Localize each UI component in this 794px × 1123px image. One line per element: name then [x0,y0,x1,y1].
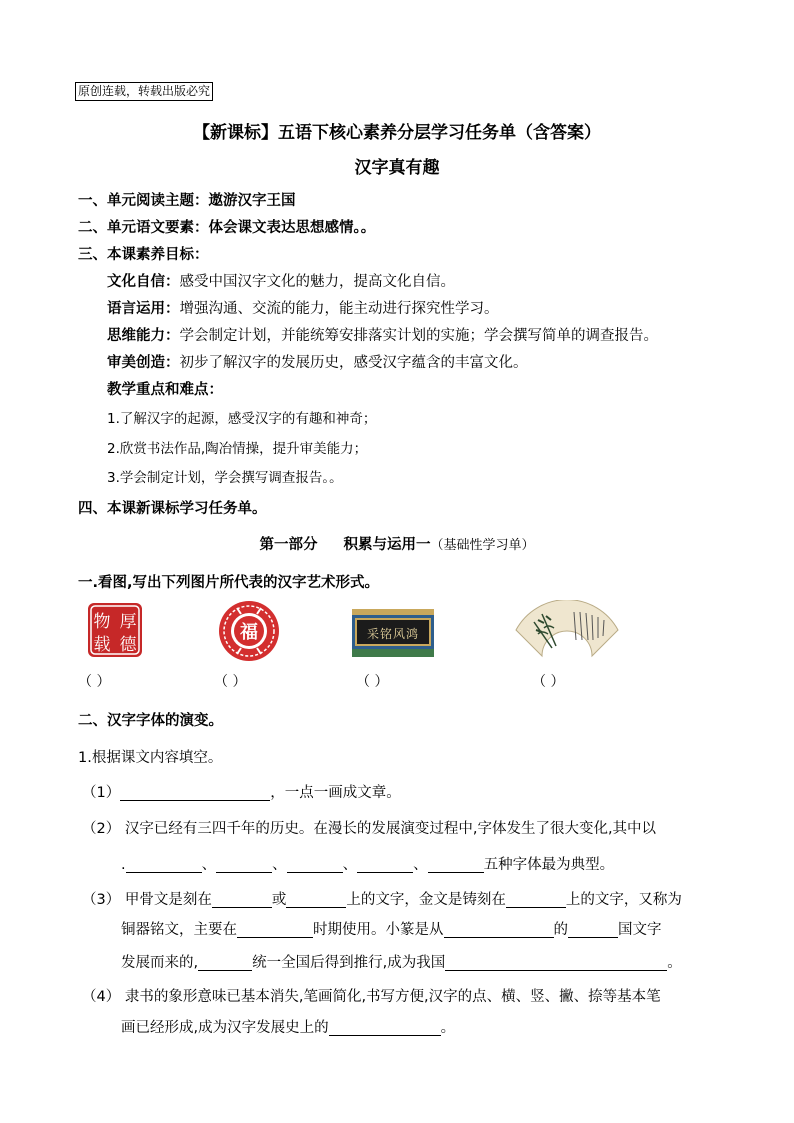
answer-blank[interactable] [506,891,566,908]
goal-aesthetic [107,351,528,372]
goal-culture [107,270,455,291]
item-text: 或 [271,892,287,908]
item-text: 。 [667,955,682,971]
lesson-title: 汉字真有趣 [354,158,440,178]
answer-blank[interactable] [212,891,272,908]
goal-label: 语言运用： [107,301,180,317]
calligraphy-fan-image [512,600,622,660]
item-number: （1） [82,785,121,801]
answer-paren-3[interactable]: （ ） [356,674,389,690]
section-2-value: 体会课文表达思想感情。。 [208,220,376,236]
fill-item-3-line-1 [82,888,682,909]
item-text: 画已经形成,成为汉字发展史上的 [121,1020,329,1036]
item-text: 时期使用。小篆是从 [313,922,444,938]
answer-blank[interactable] [216,856,272,873]
answer-blank[interactable] [120,784,270,801]
document-title: 【新课标】五语下核心素养分层学习任务单（含答案） [193,123,601,143]
item-text: 发展而来的, [121,955,199,971]
fill-item-4-line-2 [121,1016,455,1037]
answer-blank[interactable] [286,891,346,908]
answer-paren-2[interactable]: （ ） [214,674,247,690]
item-text: 上的文字，又称为 [565,892,682,908]
fill-item-2-line-2 [121,853,614,874]
goal-label: 文化自信： [107,274,180,290]
answer-paren-1[interactable]: （ ） [78,674,111,690]
part-note: （基础性学习单） [430,538,535,553]
answer-blank[interactable] [568,921,618,938]
item-text: . [121,857,126,873]
item-text: 五种字体最为典型。 [483,857,615,873]
key-point-2: 2.欣赏书法作品,陶冶情操，提升审美能力； [107,441,368,457]
section-4: 四、本课新课标学习任务单。 [78,501,267,517]
section-2-label: 二、单元语文要素： [78,220,209,236]
paper-cut-char: 福 [240,622,258,643]
seal-char: 物 [93,612,111,632]
item-text: 铜器铭文，主要在 [121,922,237,938]
paper-cut-image [217,600,281,662]
item-text: 统一全国后得到推行,成为我国 [252,955,446,971]
answer-blank[interactable] [428,856,484,873]
item-text: 上的文字，金文是铸刻在 [346,892,506,908]
seal-stamp-image [87,602,143,658]
answer-blank[interactable] [329,1019,441,1036]
part-heading [0,533,794,554]
seal-char: 载 [93,635,111,655]
answer-blank[interactable] [237,921,313,938]
item-text: 国文字 [618,922,662,938]
fill-item-4-line-1: （4） 隶书的象形意味已基本消失,笔画简化,书写方便,汉字的点、横、竖、撇、捺等基本笔 [82,989,661,1005]
key-point-1: 1.了解汉字的起源，感受汉字的有趣和神奇； [107,411,377,427]
item-text: 的 [553,922,568,938]
separator: 、 [272,857,287,873]
fill-item-1 [82,781,401,802]
goal-text: 初步了解汉字的发展历史，感受汉字蕴含的丰富文化。 [179,355,528,371]
goal-text: 学会制定计划，并能统筹安排落实计划的实施；学会撰写简单的调查报告。 [179,328,658,344]
goal-thinking [107,324,658,345]
question-2-title: 二、汉字字体的演变。 [78,713,223,729]
part-label: 第一部分 [259,537,318,553]
item-text: （3） 甲骨文是刻在 [82,892,212,908]
answer-blank[interactable] [445,954,667,971]
part-name: 积累与运用一 [343,537,431,553]
plaque-text: 采铭风鸿 [366,627,420,641]
answer-blank[interactable] [357,856,413,873]
section-2 [78,216,375,237]
item-text: ，一点一画成文章。 [270,785,401,801]
answer-blank[interactable] [198,954,252,971]
goal-label: 审美创造： [107,355,180,371]
separator: 、 [413,857,428,873]
fill-item-3-line-3 [121,951,682,972]
answer-blank[interactable] [126,856,202,873]
answer-blank[interactable] [444,921,554,938]
copyright-notice: 原创连载，转载出版必究 [75,82,213,101]
answer-paren-4[interactable]: （ ） [532,674,565,690]
goal-text: 增强沟通、交流的能力，能主动进行探究性学习。 [179,301,499,317]
fill-item-2-line-1: （2） 汉字已经有三四千年的历史。在漫长的发展演变过程中,字体发生了很大变化,其中以 [82,821,657,837]
separator: 、 [201,857,217,873]
seal-char: 德 [119,635,137,655]
question-2-sub: 1.根据课文内容填空。 [78,750,223,766]
item-text: 。 [440,1020,456,1036]
answer-blank[interactable] [287,856,343,873]
section-1-value: 遨游汉字王国 [208,193,296,209]
goal-label: 思维能力： [107,328,180,344]
separator: 、 [342,857,358,873]
fill-item-3-line-2 [121,918,662,939]
goal-language [107,297,499,318]
goal-text: 感受中国汉字文化的魅力，提高文化自信。 [179,274,455,290]
plaque-image [352,609,434,657]
key-point-3: 3.学会制定计划，学会撰写调查报告。。 [107,470,343,486]
section-1 [78,189,296,210]
key-points-title: 教学重点和难点： [107,382,223,398]
section-1-label: 一、单元阅读主题： [78,193,209,209]
question-1-title: 一.看图,写出下列图片所代表的汉字艺术形式。 [78,575,380,591]
seal-char: 厚 [119,612,137,632]
section-3: 三、本课素养目标： [78,247,209,263]
